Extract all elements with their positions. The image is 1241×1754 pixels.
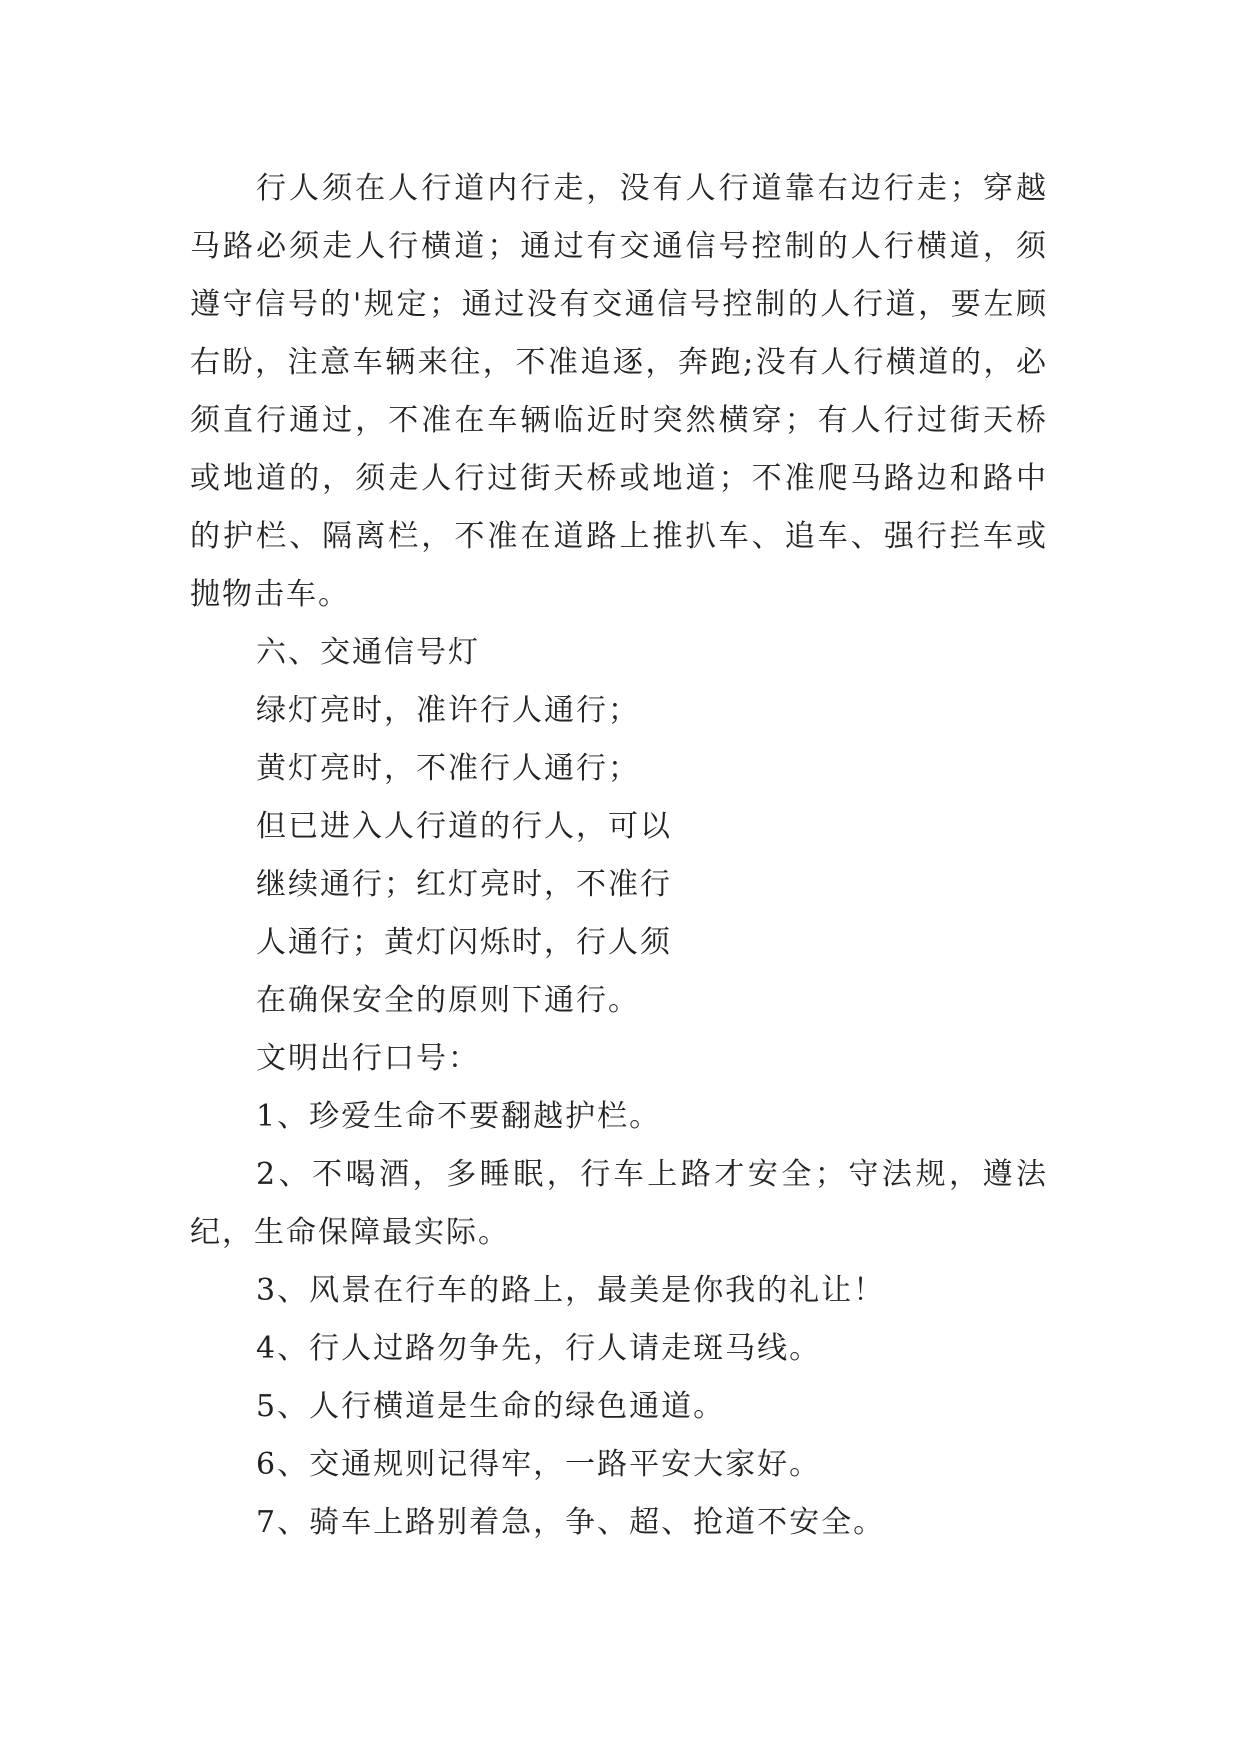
slogan-item: 3、风景在行车的路上，最美是你我的礼让！: [256, 1273, 886, 1308]
signal-line: 继续通行；红灯亮时，不准行: [256, 867, 672, 902]
slogan-item: 4、行人过路勿争先，行人请走斑马线。: [256, 1331, 822, 1366]
signal-line: 黄灯亮时，不准行人通行；: [256, 751, 640, 786]
slogan-item: 1、珍爱生命不要翻越护栏。: [256, 1099, 662, 1134]
section-heading: 六、交通信号灯: [256, 635, 480, 670]
signal-line: 人通行；黄灯闪烁时，行人须: [256, 925, 672, 960]
slogan-item: 6、交通规则记得牢，一路平安大家好。: [256, 1447, 822, 1482]
signal-line: 绿灯亮时，准许行人通行；: [256, 693, 640, 728]
slogan-heading: 文明出行口号：: [256, 1041, 480, 1076]
signal-line: 在确保安全的原则下通行。: [256, 983, 640, 1018]
document-body: [190, 160, 1048, 1552]
pedestrian-rules-paragraph: 行人须在人行道内行走，没有人行道靠右边行走；穿越马路必须走人行横道；通过有交通信号控制的人行横道，须遵守信号的'规定；通过没有交通信号控制的人行道，要左顾右盼，注意车辆来往，不准追逐，奔跑;没有人行横道的，必须直行通过，不准在车辆临近时突然横穿；有人行过街天桥或地道的，须走人行过街天桥或地道；不准爬马路边和路中的护栏、隔离栏，不准在道路上推扒车、追车、强行拦车或抛物击车。: [190, 171, 1048, 612]
slogan-item: 2、不喝酒，多睡眠，行车上路才安全；守法规，遵法纪，生命保障最实际。: [190, 1157, 1048, 1250]
slogan-item: 5、人行横道是生命的绿色通道。: [256, 1389, 726, 1424]
signal-line: 但已进入人行道的行人，可以: [256, 809, 672, 844]
slogan-item: 7、骑车上路别着急，争、超、抢道不安全。: [256, 1505, 886, 1540]
